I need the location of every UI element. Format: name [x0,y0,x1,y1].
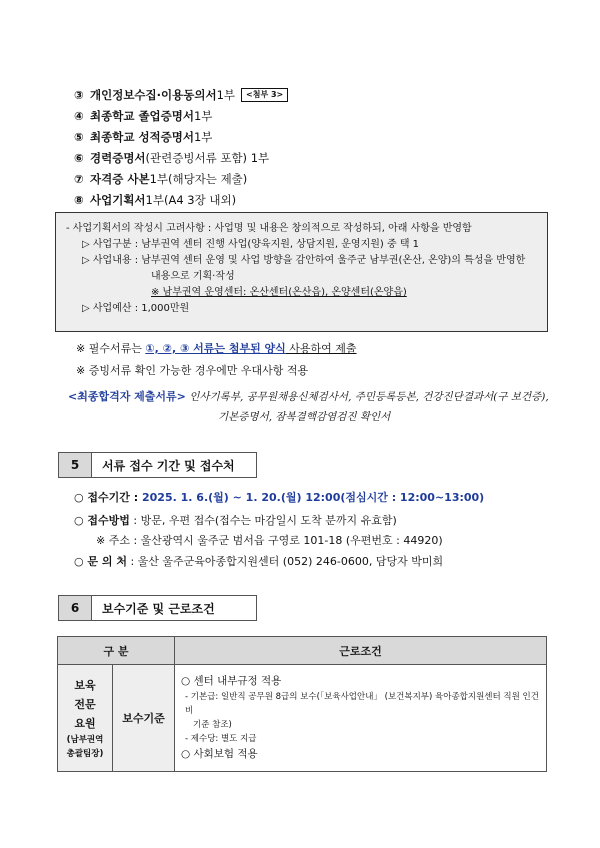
table-header: 근로조건 [175,637,547,665]
position-label: 보육 [74,678,96,692]
note-line: ▷ 사업내용 : 남부권역 센터 운영 및 사업 방향을 감안하여 울주군 남부권(온산, 온양)의 특성을 반영한 [82,255,526,266]
item-title: 최종학교 졸업증명서 [90,108,194,123]
item-detail: 1부(A4 3장 내외) [145,192,237,207]
period-value: 2025. 1. 6.(월) ~ 1. 20.(월) 12:00(점심시간 : 12:00~13:00) [142,491,485,504]
item-title: 개인정보수집·이용동의서 [90,87,217,102]
period-line [74,489,484,505]
inquiry-line [74,553,443,569]
item-title: 최종학교 성적증명서 [90,129,194,144]
section-number: 5 [58,452,92,478]
final-docs-items: 기본증명서, 잠복결핵감염검진 확인서 [218,411,391,423]
item-number: ③ [74,87,84,102]
condition-detail: - 기본급: 일반직 공무원 8급의 보수(「보육사업안내」 (보건복지부) 육아종합지원센터 직원 인건비 [185,692,539,716]
list-item [74,84,288,105]
section-6-header [58,595,257,621]
position-cell [58,665,113,772]
table-header: 구 분 [58,637,175,665]
section-number: 6 [58,595,92,621]
item-detail: 1부 [216,87,236,102]
proof-docs-note: ※ 증빙서류 확인 가능한 경우에만 우대사항 적용 [76,364,309,377]
list-item [74,168,288,189]
inquiry-value: : 울산 울주군육아종합지원센터 (052) 246-0600, 담당자 박미희 [126,555,444,568]
item-detail: 1부 [193,129,213,144]
work-conditions-table [57,636,547,772]
position-sub-label: (남부권역 [66,734,104,745]
table-row [58,665,547,772]
final-docs-label: <최종합격자 제출서류> [68,390,186,403]
list-item [74,105,288,126]
condition-detail: 기준 참조) [193,720,232,730]
note-line: - 사업기획서의 작성시 고려사항 : 사업명 및 내용은 창의적으로 작성하되, 아래 사항을 반영함 [66,223,472,234]
item-title: 자격증 사본 [90,171,150,186]
condition-detail: - 제수당: 별도 지급 [185,734,257,744]
item-detail: 1부(해당자는 제출) [149,171,248,186]
item-number: ④ [74,108,84,123]
note-line-centers: ※ 남부권역 운영센터: 온산센터(온산읍), 온양센터(온양읍) [151,287,407,298]
section-5-header [58,452,257,478]
item-number: ⑥ [74,150,84,165]
position-label: 요원 [74,716,96,730]
note-text: ※ 필수서류는 [76,342,146,355]
item-title: 경력증명서 [90,150,146,165]
condition-item: ○ 센터 내부규정 적용 [181,675,282,687]
conditions-cell [175,665,547,772]
section-title: 보수기준 및 근로조건 [92,595,257,621]
item-detail: (관련증빙서류 포함) 1부 [145,150,270,165]
table-header-row [58,637,547,665]
method-line [74,512,397,528]
note-line: ▷ 사업구분 : 남부권역 센터 진행 사업(양육지원, 상담지원, 운영지원) 중 택 1 [82,239,420,250]
item-detail: 1부 [193,108,213,123]
final-docs [68,387,549,427]
method-value: : 방문, 우편 접수(접수는 마감일시 도착 분까지 유효함) [129,514,397,527]
note-text: 사용하여 제출 [285,342,357,355]
note-highlight: ①, ②, ③ 서류는 첨부된 양식 [145,342,286,355]
position-label: 전문 [74,697,96,711]
business-plan-note-box [55,212,548,332]
category-cell: 보수기준 [113,665,175,772]
section-title: 서류 접수 기간 및 접수처 [92,452,257,478]
item-number: ⑧ [74,192,84,207]
note-line: 내용으로 기획·작성 [151,271,235,282]
item-number: ⑦ [74,171,84,186]
final-docs-items: 인사기록부, 공무원채용신체검사서, 주민등록등본, 건강진단결과서(구 보건증), [185,391,549,403]
required-docs-note [76,340,357,356]
item-title: 사업기획서 [90,192,146,207]
note-line-budget: ▷ 사업예산 : 1,000만원 [82,303,190,314]
list-item [74,189,288,210]
item-number: ⑤ [74,129,84,144]
attachment-tag: <첨부 3> [241,88,288,102]
position-sub-label: 총괄팀장) [66,748,104,759]
list-item [74,126,288,147]
list-item [74,147,288,168]
period-label: ○ 접수기간 : [74,491,142,504]
inquiry-label: ○ 문 의 처 [74,555,127,568]
condition-item: ○ 사회보험 적용 [181,748,258,760]
address-line: ※ 주소 : 울산광역시 울주군 범서읍 구영로 101-18 (우편번호 : 44920) [96,534,443,547]
submission-list [74,84,288,210]
method-label: ○ 접수방법 [74,514,130,527]
